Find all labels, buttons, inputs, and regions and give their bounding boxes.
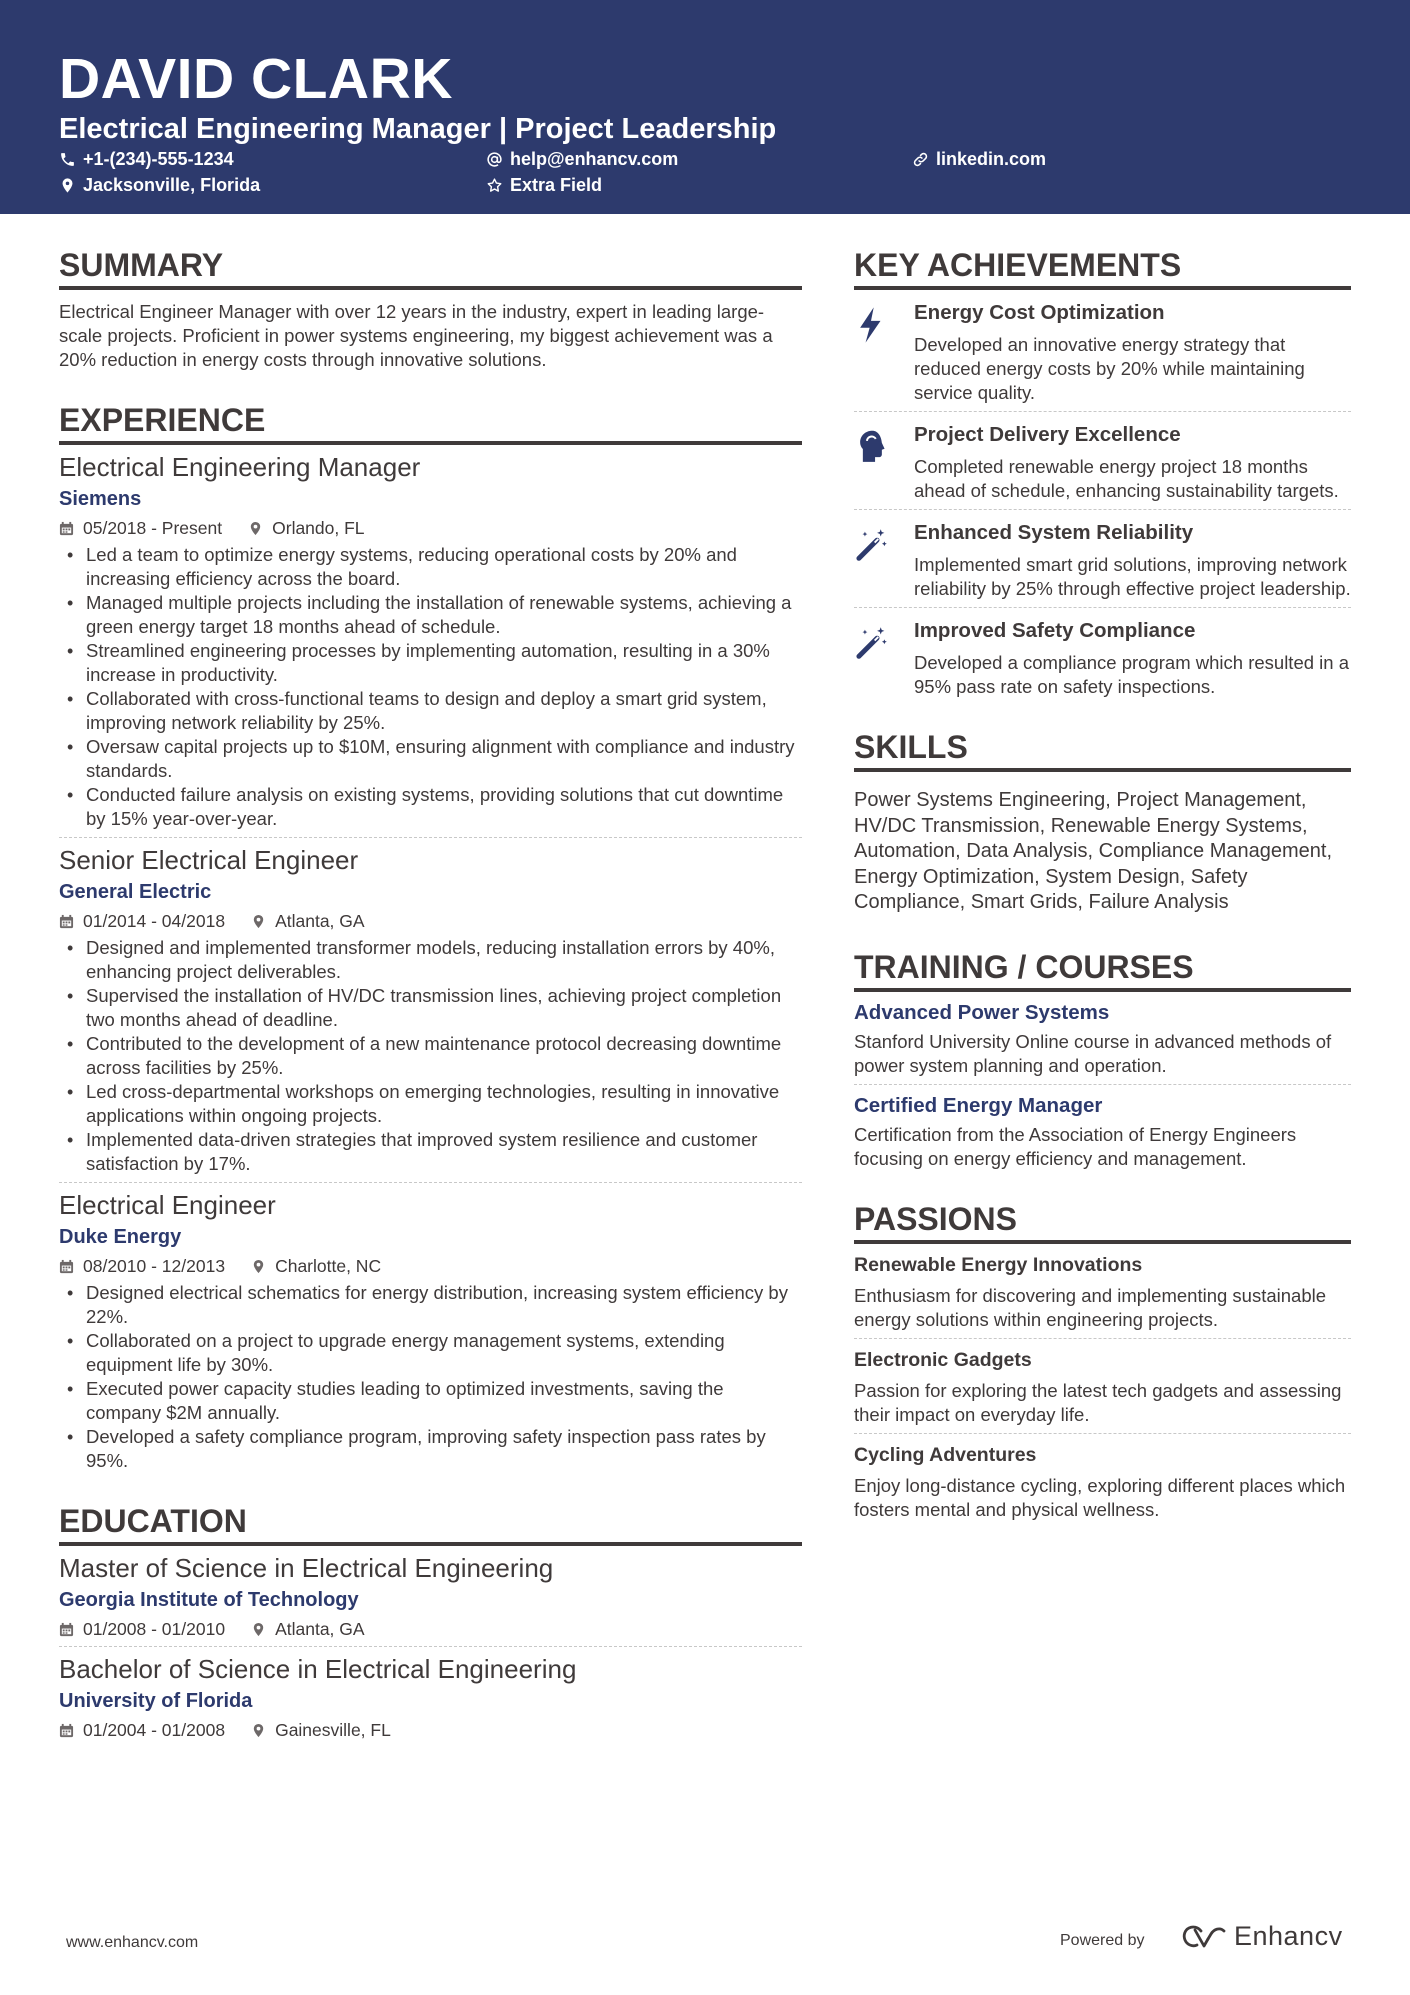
bullet-item: • Oversaw capital projects up to $10M, ensuring alignment with compliance and industry standards. (59, 735, 802, 783)
calendar-icon (59, 1622, 74, 1637)
location-text: Jacksonville, Florida (83, 175, 261, 195)
contact-extra (486, 174, 602, 196)
calendar-icon (59, 1259, 74, 1274)
job-bullets (59, 936, 802, 1176)
passion-item (854, 1252, 1351, 1332)
degree-title: Master of Science in Electrical Engineering (59, 1553, 554, 1583)
school-name: University of Florida (59, 1690, 253, 1712)
achievements-heading: KEY ACHIEVEMENTS (854, 246, 1351, 290)
right-column (854, 246, 1351, 1522)
education-item (59, 1552, 802, 1640)
calendar-icon (59, 521, 74, 536)
star-icon (486, 177, 503, 194)
achievement-title: Enhanced System Reliability (914, 521, 1194, 544)
experience-item (59, 451, 802, 831)
job-company: Duke Energy (59, 1226, 182, 1248)
achievement-title: Energy Cost Optimization (914, 301, 1165, 324)
job-meta (59, 1255, 802, 1277)
divider (854, 1084, 1351, 1085)
job-company: Siemens (59, 488, 142, 510)
email-text: help@enhancv.com (510, 149, 679, 169)
training-heading: TRAINING / COURSES (854, 948, 1351, 992)
divider (854, 1338, 1351, 1339)
achievement-item (854, 618, 1351, 699)
magic-wand-icon (854, 526, 888, 564)
passion-title: Cycling Adventures (854, 1443, 1037, 1466)
bullet-item: • Collaborated on a project to upgrade energy management systems, extending equipment life by 30%. (59, 1329, 802, 1377)
passion-desc: Enthusiasm for discovering and implementing sustainable energy solutions within engineering projects. (854, 1284, 1327, 1330)
bullet-item: • Developed a safety compliance program, improving safety inspection pass rates by 95%. (59, 1425, 802, 1473)
phone-icon (59, 151, 76, 168)
linkedin-text: linkedin.com (936, 149, 1047, 169)
enhancv-logo-icon (1180, 1923, 1228, 1951)
map-pin-icon (59, 177, 76, 194)
passion-desc: Passion for exploring the latest tech gadgets and assessing their impact on everyday life. (854, 1379, 1342, 1425)
extra-text: Extra Field (510, 175, 603, 195)
contact-linkedin[interactable] (912, 148, 1046, 170)
education-item (59, 1653, 802, 1741)
course-desc: Stanford University Online course in advanced methods of power system planning and operation. (854, 1030, 1332, 1076)
course-item (854, 1000, 1351, 1078)
education-dates: 01/2004 - 01/2008 (83, 1720, 226, 1740)
job-location: Atlanta, GA (275, 911, 365, 931)
education-meta (59, 1719, 802, 1741)
divider (59, 1646, 802, 1647)
passion-title: Electronic Gadgets (854, 1348, 1032, 1371)
achievement-desc: Completed renewable energy project 18 months ahead of schedule, enhancing sustainability targets. (914, 456, 1339, 501)
course-desc: Certification from the Association of Energy Engineers focusing on energy efficiency and management. (854, 1123, 1297, 1169)
bullet-item: • Collaborated with cross-functional teams to design and deploy a smart grid system, improving network reliability by 25%. (59, 687, 802, 735)
lightning-bolt-icon (854, 306, 888, 344)
summary-text: Electrical Engineer Manager with over 12 years in the industry, expert in leading large-scale projects. Proficient in power systems engineering, my biggest achievement was a 20% reduction in energy costs through innovative solutions. (59, 301, 773, 370)
passion-item (854, 1442, 1351, 1522)
job-location: Orlando, FL (272, 518, 365, 538)
bullet-item: • Designed electrical schematics for energy distribution, increasing system efficiency by 22%. (59, 1281, 802, 1329)
calendar-icon (59, 1723, 74, 1738)
job-bullets (59, 1281, 802, 1473)
bullet-item: • Executed power capacity studies leading to optimized investments, saving the company $2M annually. (59, 1377, 802, 1425)
magic-wand-icon (854, 624, 888, 662)
contact-email[interactable] (486, 148, 678, 170)
achievement-desc: Implemented smart grid solutions, improving network reliability by 25% through effective project leadership. (914, 554, 1351, 599)
phone-text: +1-(234)-555-1234 (83, 149, 234, 169)
job-dates: 05/2018 - Present (83, 518, 223, 538)
bullet-item: • Led a team to optimize energy systems, reducing operational costs by 20% and increasing efficiency across the board. (59, 543, 802, 591)
contact-phone[interactable] (59, 148, 234, 170)
head-profile-icon (854, 428, 888, 466)
job-dates: 08/2010 - 12/2013 (83, 1256, 226, 1276)
job-role: Electrical Engineering Manager (59, 452, 421, 482)
job-company: General Electric (59, 881, 212, 903)
map-pin-icon (251, 1723, 266, 1738)
divider (854, 1433, 1351, 1434)
map-pin-icon (248, 521, 263, 536)
education-location: Gainesville, FL (275, 1720, 391, 1740)
job-dates: 01/2014 - 04/2018 (83, 911, 226, 931)
divider (854, 411, 1351, 412)
footer-powered-by: Powered by (1060, 1932, 1145, 1949)
course-title: Advanced Power Systems (854, 1000, 1110, 1024)
experience-heading: EXPERIENCE (59, 401, 802, 445)
summary-heading: SUMMARY (59, 246, 802, 290)
contact-location (59, 174, 260, 196)
at-sign-icon (486, 151, 503, 168)
left-column (59, 246, 802, 1741)
achievement-title: Project Delivery Excellence (914, 423, 1181, 446)
job-role: Electrical Engineer (59, 1190, 276, 1220)
job-meta (59, 910, 802, 932)
bullet-item: • Supervised the installation of HV/DC transmission lines, achieving project completion two months ahead of deadline. (59, 984, 802, 1032)
resume-header (0, 0, 1410, 214)
course-title: Certified Energy Manager (854, 1093, 1103, 1117)
degree-title: Bachelor of Science in Electrical Engineering (59, 1654, 577, 1684)
education-meta (59, 1618, 802, 1640)
passion-desc: Enjoy long-distance cycling, exploring different places which fosters mental and physical wellness. (854, 1474, 1346, 1520)
experience-item (59, 844, 802, 1176)
job-meta (59, 517, 802, 539)
link-icon (912, 151, 929, 168)
achievement-item (854, 300, 1351, 405)
bullet-item: • Managed multiple projects including the installation of renewable systems, achieving a green energy target 18 months ahead of schedule. (59, 591, 802, 639)
enhancv-logo-text: Enhancv (1234, 1921, 1343, 1951)
enhancv-logo[interactable] (1180, 1921, 1343, 1952)
map-pin-icon (251, 1622, 266, 1637)
skills-text: Power Systems Engineering, Project Management, HV/DC Transmission, Renewable Energy Systems, Automation, Data Analysis, Compliance Management, Energy Optimization, System Design, Safety Compliance, Smart Grids, Failure Analysis (854, 789, 1333, 913)
bullet-item: • Streamlined engineering processes by implementing automation, resulting in a 30% increase in productivity. (59, 639, 802, 687)
job-role: Senior Electrical Engineer (59, 845, 359, 875)
candidate-name: DAVID CLARK (59, 47, 453, 111)
passions-heading: PASSIONS (854, 1200, 1351, 1244)
candidate-title: Electrical Engineering Manager | Project Leadership (59, 113, 777, 145)
divider (59, 1182, 802, 1183)
job-bullets (59, 543, 802, 831)
experience-item (59, 1189, 802, 1473)
achievement-desc: Developed an innovative energy strategy that reduced energy costs by 20% while maintaining service quality. (914, 334, 1305, 403)
map-pin-icon (251, 1259, 266, 1274)
divider (59, 837, 802, 838)
education-heading: EDUCATION (59, 1502, 802, 1546)
achievement-title: Improved Safety Compliance (914, 619, 1196, 642)
divider (854, 607, 1351, 608)
bullet-item: • Contributed to the development of a new maintenance protocol decreasing downtime across facilities by 25%. (59, 1032, 802, 1080)
footer-website-link[interactable]: www.enhancv.com (66, 1934, 199, 1951)
calendar-icon (59, 914, 74, 929)
achievement-item (854, 520, 1351, 601)
achievement-desc: Developed a compliance program which resulted in a 95% pass rate on safety inspections. (914, 652, 1349, 697)
bullet-item: • Conducted failure analysis on existing systems, providing solutions that cut downtime by 15% year-over-year. (59, 783, 802, 831)
school-name: Georgia Institute of Technology (59, 1589, 359, 1611)
job-location: Charlotte, NC (275, 1256, 382, 1276)
map-pin-icon (251, 914, 266, 929)
bullet-item: • Designed and implemented transformer models, reducing installation errors by 40%, enhancing project deliverables. (59, 936, 802, 984)
bullet-item: • Led cross-departmental workshops on emerging technologies, resulting in innovative applications within ongoing projects. (59, 1080, 802, 1128)
achievement-item (854, 422, 1351, 503)
passion-item (854, 1347, 1351, 1427)
education-dates: 01/2008 - 01/2010 (83, 1619, 226, 1639)
skills-heading: SKILLS (854, 728, 1351, 772)
bullet-item: • Implemented data-driven strategies that improved system resilience and customer satisfaction by 17%. (59, 1128, 802, 1176)
divider (854, 509, 1351, 510)
passion-title: Renewable Energy Innovations (854, 1253, 1143, 1276)
education-location: Atlanta, GA (275, 1619, 365, 1639)
course-item (854, 1093, 1351, 1171)
